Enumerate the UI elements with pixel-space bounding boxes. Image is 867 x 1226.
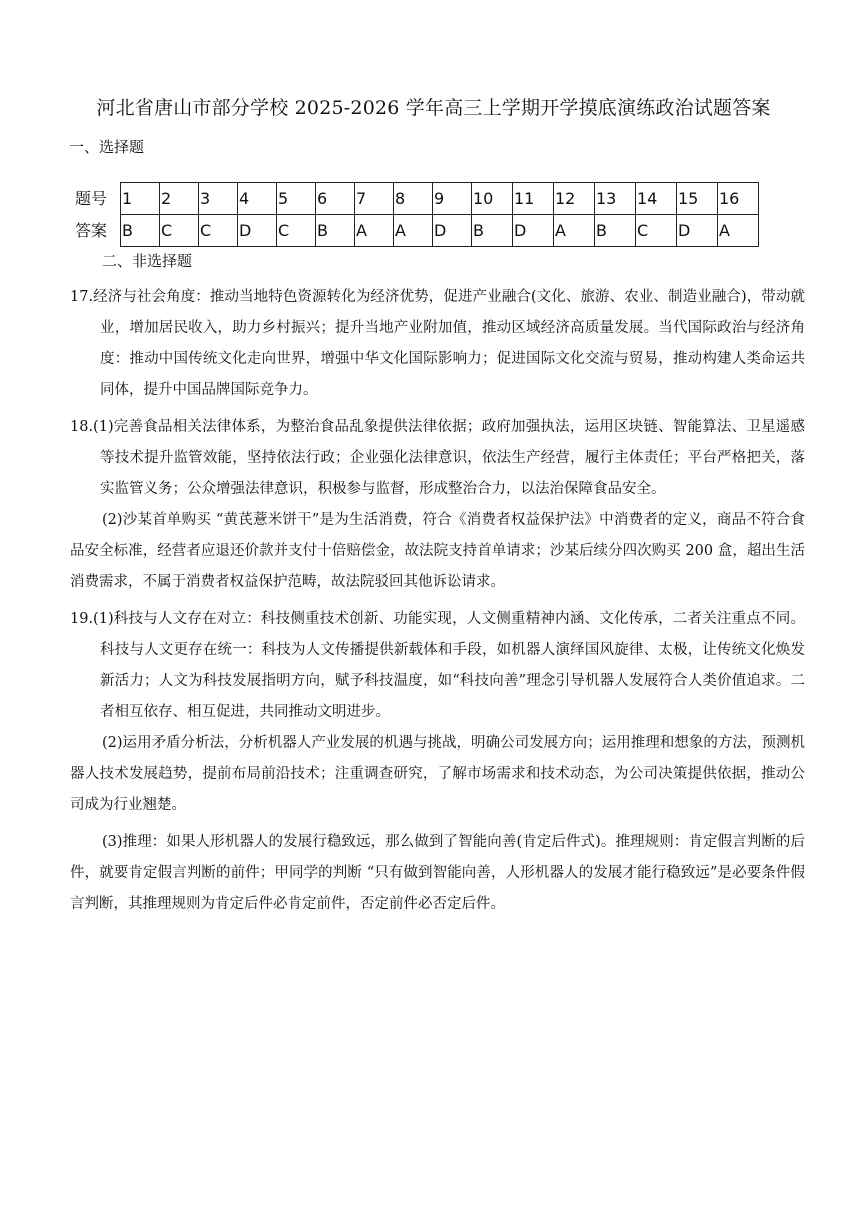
table-cell: 15 <box>677 183 718 215</box>
row-label-number: 题号 <box>75 189 108 208</box>
table-cell: B <box>121 215 160 247</box>
table-cell: C <box>277 215 316 247</box>
table-cell: A <box>355 215 394 247</box>
table-cell: 6 <box>316 183 355 215</box>
table-cell: 16 <box>718 183 759 215</box>
answer-body <box>70 282 805 920</box>
table-cell: 7 <box>355 183 394 215</box>
answer-q19-3: (3)推理：如果人形机器人的发展行稳致远，那么做到了智能向善(肯定后件式)。推理规则：肯定假言判断的后件，就要肯定假言判断的前件；甲同学的判断 “只有做到智能向善，人形机器人的发展才能行稳致远”是必要条件假言判断，其推理规则为肯定后件必肯定前件，否定前件必否定后件。 <box>70 834 805 912</box>
table-cell: 12 <box>554 183 595 215</box>
table-cell: D <box>433 215 472 247</box>
table-cell: 1 <box>121 183 160 215</box>
answer-q19-2: (2)运用矛盾分析法，分析机器人产业发展的机遇与挑战，明确公司发展方向；运用推理和想象的方法，预测机器人技术发展趋势，提前布局前沿技术；注重调查研究，了解市场需求和技术动态，为公司决策提供依据，推动公司成为行业翘楚。 <box>70 735 805 813</box>
table-cell: D <box>513 215 554 247</box>
table-cell: A <box>394 215 433 247</box>
table-cell: D <box>677 215 718 247</box>
table-cell: C <box>160 215 199 247</box>
table-cell: B <box>595 215 636 247</box>
table-cell: 5 <box>277 183 316 215</box>
table-cell: B <box>472 215 513 247</box>
table-cell: D <box>238 215 277 247</box>
table-cell: B <box>316 215 355 247</box>
table-cell: C <box>636 215 677 247</box>
table-cell: 11 <box>513 183 554 215</box>
row-label-answer: 答案 <box>75 221 108 240</box>
table-cell: A <box>554 215 595 247</box>
answer-q19-1: 19.(1)科技与人文存在对立：科技侧重技术创新、功能实现，人文侧重精神内涵、文化传承，二者关注重点不同。科技与人文更存在统一：科技为人文传播提供新载体和手段，如机器人演绎国风旋律、太极，让传统文化焕发新活力；人文为科技发展指明方向，赋予科技温度，如“科技向善”理念引导机器人发展符合人类价值追求。二者相互依存、相互促进，共同推动文明进步。 <box>70 611 805 720</box>
table-cell: 2 <box>160 183 199 215</box>
answer-table <box>72 182 759 247</box>
table-cell: 9 <box>433 183 472 215</box>
table-cell: 13 <box>595 183 636 215</box>
table-cell: 3 <box>199 183 238 215</box>
answer-q18-2: (2)沙某首单购买 “黄芪薏米饼干”是为生活消费，符合《消费者权益保护法》中消费者的定义，商品不符合食品安全标准，经营者应退还价款并支付十倍赔偿金，故法院支持首单请求；沙某后续分四次购买 200 盒，超出生活消费需求，不属于消费者权益保护范畴，故法院驳回其他诉讼请求。 <box>70 512 805 590</box>
table-cell: C <box>199 215 238 247</box>
section-heading-choice: 一、选择题 <box>69 138 145 156</box>
section-heading-nonchoice: 二、非选择题 <box>102 252 193 270</box>
answer-q18-1: 18.(1)完善食品相关法律体系，为整治食品乱象提供法律依据；政府加强执法，运用区块链、智能算法、卫星遥感等技术提升监管效能，坚持依法行政；企业强化法律意识，依法生产经营，履行主体责任；平台严格把关，落实监管义务；公众增强法律意识，积极参与监督，形成整治合力，以法治保障食品安全。 <box>70 419 805 497</box>
document-title: 河北省唐山市部分学校 2025-2026 学年高三上学期开学摸底演练政治试题答案 <box>96 97 771 119</box>
table-row-answers <box>72 215 759 247</box>
answer-q17: 17.经济与社会角度：推动当地特色资源转化为经济优势，促进产业融合(文化、旅游、农业、制造业融合)，带动就业，增加居民收入，助力乡村振兴；提升当地产业附加值，推动区域经济高质量发展。当代国际政治与经济角度：推动中国传统文化走向世界，增强中华文化国际影响力；促进国际文化交流与贸易，推动构建人类命运共同体，提升中国品牌国际竞争力。 <box>70 289 805 398</box>
table-cell: 14 <box>636 183 677 215</box>
table-cell: 4 <box>238 183 277 215</box>
table-row-numbers <box>72 183 759 215</box>
table-cell: A <box>718 215 759 247</box>
table-cell: 8 <box>394 183 433 215</box>
table-cell: 10 <box>472 183 513 215</box>
